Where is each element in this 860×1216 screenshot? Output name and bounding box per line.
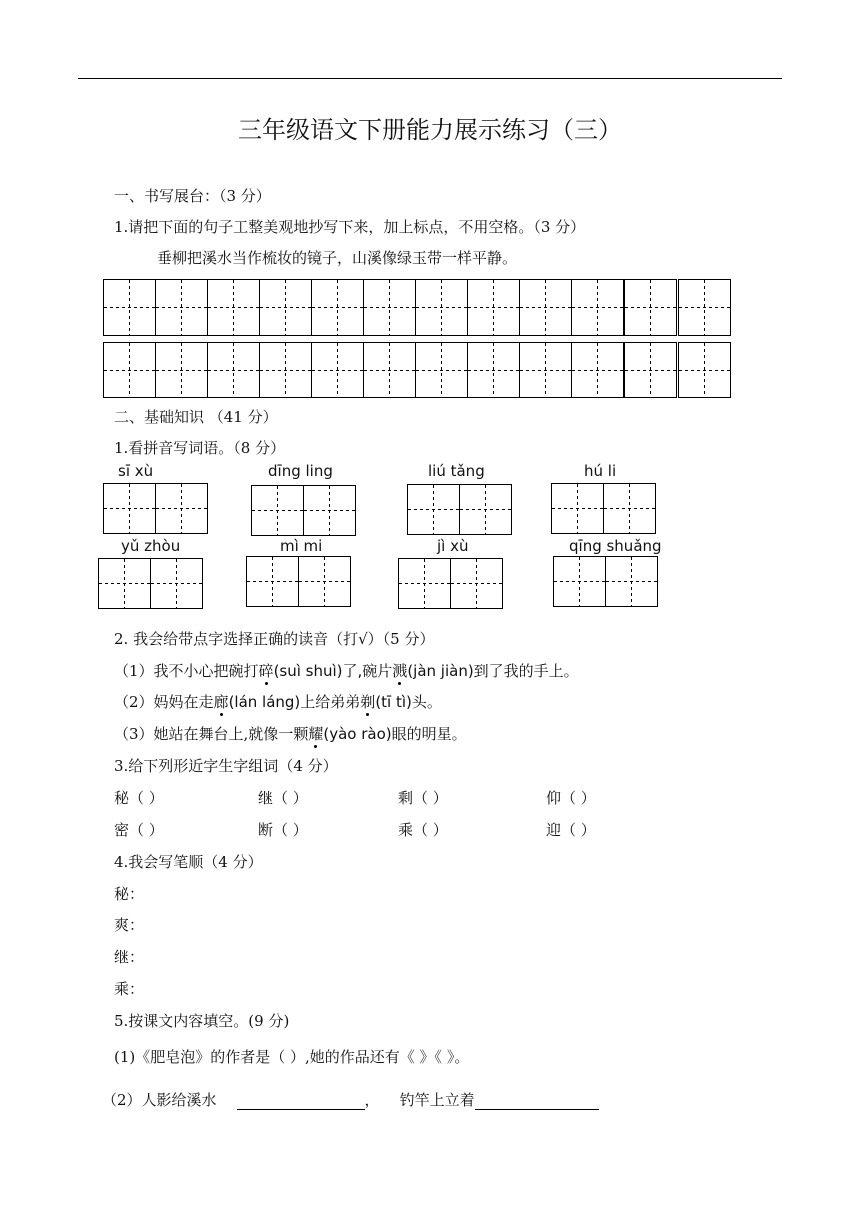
s2-q3: 3.给下列形近字生字组词（4 分） bbox=[114, 757, 338, 775]
q2-2-dotted-char-2: 剃 bbox=[360, 693, 376, 711]
pinyin-cell[interactable] bbox=[459, 484, 512, 535]
writing-cell[interactable] bbox=[363, 279, 416, 336]
writing-cell[interactable] bbox=[624, 279, 677, 336]
pinyin-6: mì mi bbox=[280, 537, 323, 555]
writing-cell[interactable] bbox=[571, 279, 624, 336]
writing-cell[interactable] bbox=[571, 342, 624, 398]
writing-cell[interactable] bbox=[311, 342, 364, 398]
writing-cell[interactable] bbox=[259, 342, 312, 398]
q4-item-4: 乘： bbox=[114, 980, 145, 998]
pinyin-cell[interactable] bbox=[246, 556, 299, 607]
writing-cell[interactable] bbox=[103, 342, 156, 398]
q3-item-4: 仰（ ） bbox=[546, 789, 596, 807]
q3-item-2: 继（ ） bbox=[258, 789, 308, 807]
q2-1-c: (suì shuì)了,碗片 bbox=[273, 662, 393, 680]
q5-2-a: （2）人影给溪水 bbox=[102, 1091, 217, 1109]
writing-cell[interactable] bbox=[415, 342, 468, 398]
pinyin-cell[interactable] bbox=[551, 483, 604, 534]
writing-cell[interactable] bbox=[207, 342, 260, 398]
writing-cell[interactable] bbox=[259, 279, 312, 336]
pinyin-cell[interactable] bbox=[150, 558, 203, 609]
q2-2-dotted-char: 廊 bbox=[213, 693, 229, 711]
s2-q2: 2. 我会给带点字选择正确的读音（打√）（5 分） bbox=[114, 630, 435, 648]
s2-q5: 5.按课文内容填空。(9 分) bbox=[114, 1012, 290, 1030]
pinyin-7: jì xù bbox=[437, 537, 469, 555]
pinyin-cell[interactable] bbox=[450, 558, 503, 609]
writing-cell[interactable] bbox=[103, 279, 156, 336]
q5-2-b: ， bbox=[364, 1091, 380, 1109]
writing-cell[interactable] bbox=[155, 279, 208, 336]
pinyin-cell[interactable] bbox=[103, 483, 156, 534]
q2-line-3 bbox=[114, 723, 467, 744]
q2-line-2 bbox=[114, 691, 442, 712]
pinyin-cell[interactable] bbox=[553, 556, 606, 607]
writing-cell[interactable] bbox=[207, 279, 260, 336]
q5-line-1: (1)《肥皂泡》的作者是（ ）,她的作品还有《 》《 》。 bbox=[114, 1048, 470, 1066]
q5-2-c: 钓竿上立着 bbox=[399, 1091, 475, 1109]
q4-item-3: 继： bbox=[114, 948, 145, 966]
blank-line-2[interactable] bbox=[475, 1091, 599, 1110]
q3-item-1: 秘（ ） bbox=[114, 789, 164, 807]
q2-1-dotted-char-2: 溅 bbox=[392, 662, 408, 680]
q2-3-a: （3）她站在舞台上,就像一颗 bbox=[114, 725, 309, 743]
q3-item-7: 乘（ ） bbox=[398, 821, 448, 839]
writing-cell[interactable] bbox=[155, 342, 208, 398]
writing-cell[interactable] bbox=[519, 279, 572, 336]
q2-1-a: （1）我不小心把碗打 bbox=[114, 662, 259, 680]
writing-cell[interactable] bbox=[467, 279, 520, 336]
s2-q1: 1.看拼音写词语。（8 分） bbox=[114, 439, 286, 457]
q5-line-2 bbox=[102, 1089, 599, 1110]
q2-3-c: (yào rào)眼的明星。 bbox=[323, 725, 467, 743]
writing-cell[interactable] bbox=[624, 342, 677, 398]
pinyin-cell[interactable] bbox=[603, 483, 656, 534]
blank-line-1[interactable] bbox=[237, 1091, 365, 1110]
q2-line-1 bbox=[114, 660, 579, 681]
s1-q1: 1.请把下面的句子工整美观地抄写下来，加上标点，不用空格。（3 分） bbox=[114, 218, 586, 236]
q2-1-dotted-char: 碎 bbox=[258, 662, 274, 680]
q2-2-a: （2）妈妈在走 bbox=[114, 693, 214, 711]
pinyin-cell[interactable] bbox=[251, 485, 304, 536]
pinyin-cell[interactable] bbox=[605, 556, 658, 607]
pinyin-cell[interactable] bbox=[98, 558, 151, 609]
copy-sentence: 垂柳把溪水当作梳妆的镜子，山溪像绿玉带一样平静。 bbox=[157, 249, 518, 267]
page-title: 三年级语文下册能力展示练习（三） bbox=[238, 116, 622, 144]
pinyin-cell[interactable] bbox=[303, 485, 356, 536]
q2-2-c: (lán láng)上给弟弟 bbox=[228, 693, 361, 711]
writing-cell[interactable] bbox=[467, 342, 520, 398]
writing-cell[interactable] bbox=[678, 279, 731, 336]
writing-cell[interactable] bbox=[415, 279, 468, 336]
pinyin-cell[interactable] bbox=[407, 484, 460, 535]
q2-2-e: (tī tì)头。 bbox=[375, 693, 442, 711]
pinyin-1: sī xù bbox=[118, 462, 154, 480]
pinyin-cell[interactable] bbox=[155, 483, 208, 534]
pinyin-8: qīng shuǎng bbox=[569, 537, 662, 555]
section1-heading: 一、书写展台：（3 分） bbox=[114, 187, 271, 205]
section2-heading: 二、基础知识 （41 分） bbox=[114, 408, 278, 426]
q4-item-1: 秘： bbox=[114, 885, 145, 903]
q2-1-e: (jàn jiàn)到了我的手上。 bbox=[407, 662, 579, 680]
pinyin-cell[interactable] bbox=[298, 556, 351, 607]
pinyin-4: hú li bbox=[584, 462, 617, 480]
writing-cell[interactable] bbox=[519, 342, 572, 398]
q3-item-6: 断（ ） bbox=[258, 821, 308, 839]
q3-item-5: 密（ ） bbox=[114, 821, 164, 839]
q2-3-dotted-char: 耀 bbox=[308, 725, 324, 743]
header-rule bbox=[78, 78, 782, 79]
s2-q4: 4.我会写笔顺（4 分） bbox=[114, 853, 263, 871]
writing-cell[interactable] bbox=[678, 342, 731, 398]
q3-item-8: 迎（ ） bbox=[546, 821, 596, 839]
pinyin-5: yǔ zhòu bbox=[121, 537, 181, 555]
pinyin-cell[interactable] bbox=[398, 558, 451, 609]
q3-item-3: 剩（ ） bbox=[398, 789, 448, 807]
q4-item-2: 爽： bbox=[114, 916, 145, 934]
pinyin-3: liú tǎng bbox=[428, 462, 485, 480]
writing-cell[interactable] bbox=[311, 279, 364, 336]
writing-cell[interactable] bbox=[363, 342, 416, 398]
pinyin-2: dīng ling bbox=[268, 462, 333, 480]
